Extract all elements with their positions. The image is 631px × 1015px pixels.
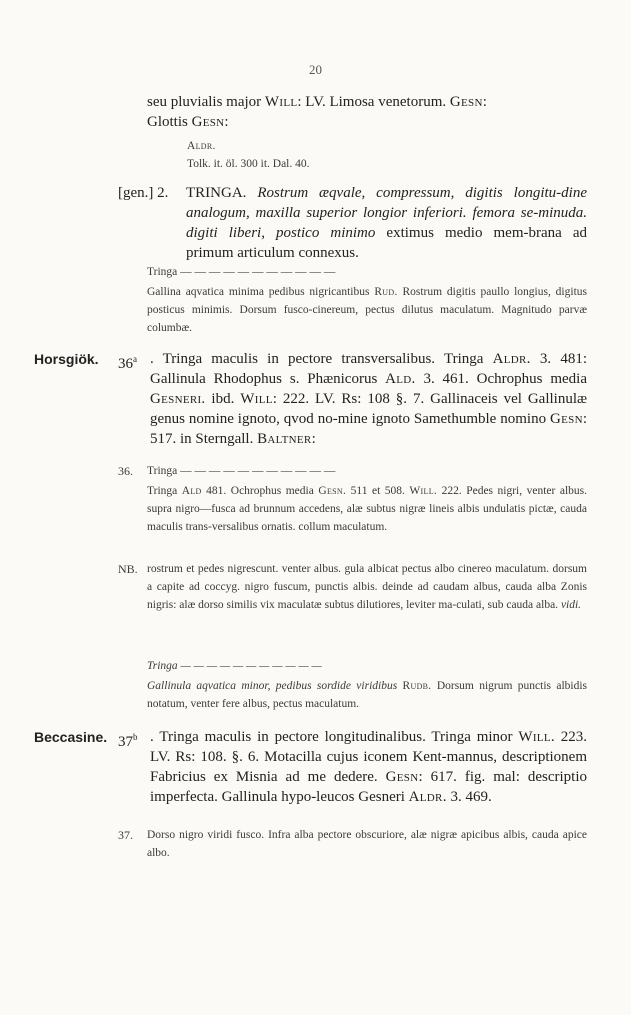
entry-37b-text: . Tringa maculis in pectore longitudinalibus. Tringa minor Will. 223. LV. Rs: 108. §. 6. Motacilla cujus iconem Kent-mannus, descriptionem Fabricius ex Misnia ad me dedere. Gesn: 617. fig. mal: descriptio imperfecta. Gallinula hypo-leucos Gesneri Aldr. 3. 469. xyxy=(150,729,587,805)
margin-label-beccasine: Beccasine. xyxy=(34,729,108,745)
gallina-description: Gallina aqvatica minima pedibus nigricantibus Rud. Rostrum digitis paullo longius, digitus posticus minimis. Dorsum fusco-cinereum, pectus dilutus maculatum. Magnitudo parvæ columbæ. xyxy=(147,286,587,334)
entry-36-text: Tringa Ald 481. Ochrophus media Gesn. 511 et 508. Will. 222. Pedes nigri, venter albus. supra nigro—fusca ad brunnum accedens, alæ subtus nigræ lineis albis undulatis pictæ, cauda maculis trans-versalibus ornatis. collum maculatum. xyxy=(147,485,588,533)
gallinula-description: Gallinula aqvatica minor, pedibus sordide viridibus Rudb. Dorsum nigrum punctis albidis notatum, venter fere albus, pectus maculatum. xyxy=(147,680,587,710)
reference-aldr: Aldr. Tolk. it. öl. 300 it. Dal. 40. xyxy=(187,140,310,170)
tringa-line: Tringa — — — — — — — — — — — xyxy=(147,660,322,672)
genus-description: TRINGA. Rostrum æqvale, compressum, digitis longitu-dine analogum, maxilla superior longior inferiori. femora se-minuda. digiti liberi, postico minimo extimus medio mem-brana ad primum articulum connexus. xyxy=(186,185,587,261)
entry-number-37b: 37$^b$ xyxy=(118,732,138,750)
nb-text: rostrum et pedes nigrescunt. venter albus. gula albicat pectus albo cinereo maculatum. dorsum a capite ad coccyg. nigro fuscum, punctis albis. deinde ad caudam albus, cauda alba Zonis nigris: alæ dorso similis vix maculatæ subtus dilutiores, leviter ma-culati, sub cauda alba. vidi. xyxy=(147,563,587,611)
entry-number-36: 36. xyxy=(118,464,133,478)
genus-label: [gen.] 2. xyxy=(118,185,169,201)
tringa-line: Tringa — — — — — — — — — — — xyxy=(147,266,336,278)
entry-number-37: 37. xyxy=(118,828,133,842)
nb-label: NB. xyxy=(118,562,138,576)
entry-37-text: Dorso nigro viridi fusco. Infra alba pectore obscuriore, alæ nigræ apicibus albis, cauda apice albo. xyxy=(147,829,587,859)
entry-36a-text: . Tringa maculis in pectore transversalibus. Tringa Aldr. 3. 481: Gallinula Rhodophus s. Phænicorus Ald. 3. 461. Ochrophus media Gesneri. ibd. Will: 222. LV. Rs: 108 §. 7. Gallinaceis vel Gallinulæ genus nomine ignoto, qvod no-mine ignoto Samethumble nomino Gesn: 517. in Sterngall. Baltner: xyxy=(150,351,587,447)
page-number: 20 xyxy=(309,62,322,77)
margin-label-horsgiok: Horsgiök. xyxy=(34,351,99,367)
tringa-line: Tringa — — — — — — — — — — — xyxy=(147,465,336,477)
entry-number-36a: 36$^a$ xyxy=(118,354,137,372)
continuation-text: seu pluvialis major Will: LV. Limosa venetorum. Gesn: Glottis Gesn: xyxy=(147,94,487,130)
